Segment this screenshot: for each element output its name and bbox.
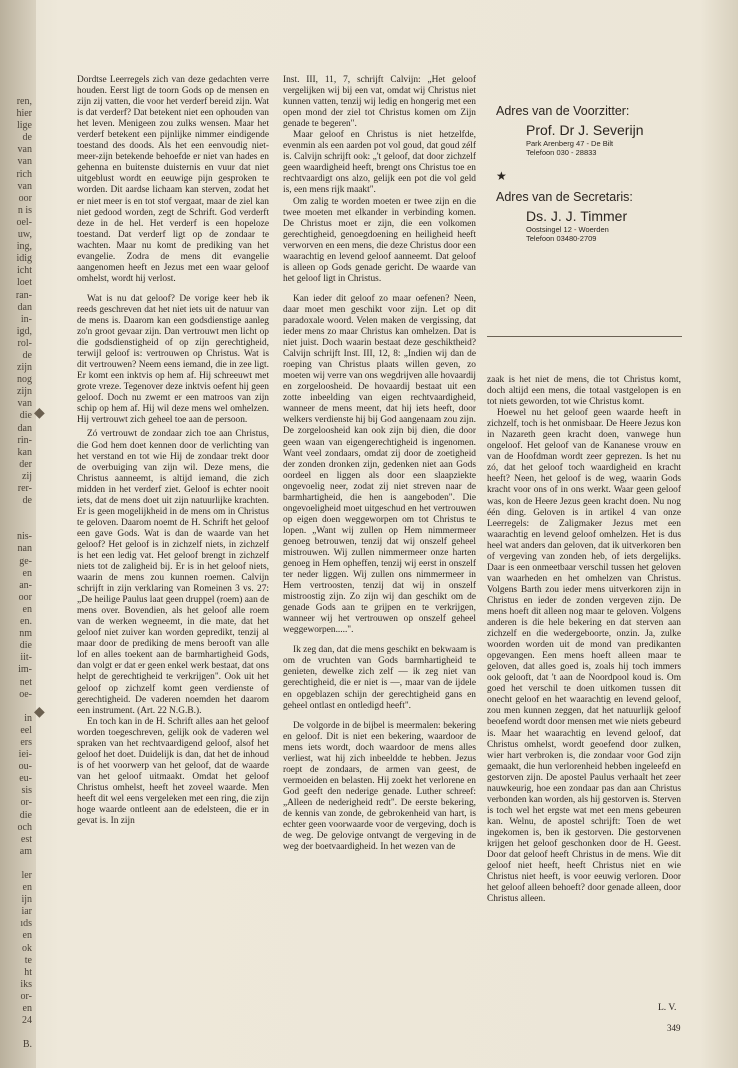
prev-page-fragment [0, 1027, 36, 1039]
prev-page-fragment: te [24, 954, 32, 966]
column-1 [77, 75, 269, 827]
page-number: 349 [667, 1023, 681, 1033]
prev-page-fragment: im- [18, 664, 32, 676]
prev-page-fragment: van [17, 156, 32, 168]
secretaris-name: Ds. J. J. Timmer [526, 208, 628, 224]
prev-page-fragment: die [19, 410, 32, 422]
prev-page-fragment [0, 507, 36, 519]
prev-page-fragment [0, 519, 36, 531]
prev-page-fragment: hier [16, 108, 32, 120]
prev-page-fragment: och [17, 821, 32, 833]
prev-page-fragment: icht [17, 265, 32, 277]
star-icon: ★ [496, 169, 507, 183]
prev-page-fragment: die [19, 809, 32, 821]
prev-page-fragment: net [19, 676, 32, 688]
prev-page-fragment: en. [20, 616, 32, 628]
prev-page-fragment: van [17, 180, 32, 192]
prev-page-fragment: oor [18, 591, 32, 603]
prev-page-fragment: ht [24, 966, 32, 978]
prev-page-fragment: nog [17, 374, 32, 386]
prev-page-fragment: van [17, 144, 32, 156]
paragraph: Inst. III, 11, 7, schrijft Calvijn: „Het geloof vergelijken wij bij een vat, omdat wij Christus niet kunnen vatten, tenzij wij ledig en hongerig met een open mond der ziel tot Christus komen om Zijn genade te begeren". [283, 75, 476, 130]
prev-page-fragment: en [22, 882, 32, 894]
prev-page-fragment: ren, [16, 96, 32, 107]
prev-page-fragment: eu- [19, 773, 32, 785]
prev-page-fragment: B. [22, 1039, 32, 1051]
prev-page-fragment: oe- [19, 688, 32, 700]
prev-page-fragment: ler [21, 870, 32, 881]
prev-page-fragment: in [24, 712, 32, 724]
prev-page-fragment: uw, [17, 229, 32, 241]
prev-page-fragment: iar [21, 906, 32, 918]
prev-page-fragment: iei- [18, 749, 32, 761]
prev-page-fragment: igd, [16, 325, 32, 337]
prev-page-fragment: nan [17, 543, 32, 555]
paragraph: Kan ieder dit geloof zo maar oefenen? Neen, daar moet men geschikt voor zijn. Let op dit paradoxale woord. Velen maken de vergissing, dat ieder mens zo maar Christus kan omhelzen. Dat is niet juist. Doch waarin bestaat deze geschiktheid? Calvijn schrijft Inst. III, 12, 8: „Indien wij dan de roeping van Christus plaats willen geven, zo moeten wij verre van ons wegdrijven alle hovaardij en zorgeloosheid. De hovaardij bestaat uit een zotte inbeelding van eigen rechtvaardigheid, wanneer de mens meent, dat hij iets heeft, door welkers verdienste hij bij God aangenaam zou zijn. De zorgeloosheid kan ook zijn bij dien, die door geen waan van eigengerechtigheid is ingenomen. Want veel zondaars, omdat zij door de zoetigheid der zonden dronken zijn, gedenken niet aan Gods oordeel en liggen als door een slaapziekte ongevoelig neer, zodat zij niet streven naar de barmhartigheid, die hen is aangeboden". Die ongevoeligheid moet uitgeschud en het vertrouwen op eigen doen weggeworpen om tot Christus te lopen. „Want wij zullen op Hem nimmermeer genoeg betrouwen, tenzij dat wij onszelf geheel mistrouwen. Wij zullen nimmermeer onze harten genoeg in Hem opheffen, tenzij wij eerst in onszelf ter neder liggen. Wij zullen ons nimmermeer in Hem vertroosten, tenzij dat wij in onszelf mistroostig zijn. Zo zijn wij dan geschikt om de genade Gods aan te grijpen en te verkrijgen, wanneer wij het vertrouwen op onszelf geheel weggeworpen.....". [283, 293, 476, 636]
secretaris-street: Oostsingel 12 - Woerden [526, 225, 609, 234]
prev-page-fragment: rer- [17, 483, 32, 494]
prev-page-fragment: ok [22, 942, 32, 954]
prev-page-fragment: lige [17, 120, 32, 132]
address-heading-voorzitter: Adres van de Voorzitter: [496, 104, 630, 118]
prev-page-fragment: kan [17, 446, 32, 458]
paragraph: Om zalig te worden moeten er twee zijn en die twee moeten met elkander in verbinding komen. De Christus moet er zijn, die een volkomen gerechtigheid, genoegdoening en heiligheid heeft verworven en een mens, die deze Christus door een waarachtig en levend geloof aanneemt. Dat geloof is alleen op Gods genade gericht. De waarde van het geloof ligt in Christus. [283, 196, 476, 284]
prev-page-fragment: ers [20, 736, 32, 748]
binding-hole-icon: ◆ [34, 406, 45, 421]
prev-page-fragment: zij [22, 470, 32, 482]
prev-page-fragment: iks [20, 978, 32, 990]
column-2 [283, 75, 476, 853]
prev-page-fragment: ou- [18, 761, 32, 773]
previous-page-fragments [0, 96, 36, 1051]
paragraph: Ik zeg dan, dat die mens geschikt en bekwaam is om de vruchten van Gods barmhartigheid te genieten, dewelke zich zelf — ik zeg niet van gerechtigheid, die er niet is —, maar van de ijdele en opgeblazen schijn der gerechtigheid gans en geheel ontlast en ontledigd heeft". [283, 645, 476, 711]
prev-page-fragment: de [22, 349, 32, 361]
prev-page-fragment: oel- [16, 216, 32, 228]
column-3 [487, 375, 681, 905]
paragraph: zaak is het niet de mens, die tot Christus komt, doch altijd een mens, die totaal vastgelopen is en tot niets geworden, tot wie Christus komt. [487, 375, 681, 408]
prev-page-fragment: en [22, 1003, 32, 1015]
prev-page-fragment: nis- [17, 531, 32, 543]
prev-page-fragment: n is [17, 204, 32, 216]
prev-page-fragment: zijn [17, 362, 32, 374]
prev-page-fragment: en [22, 567, 32, 579]
paragraph: En toch kan in de H. Schrift alles aan het geloof worden toegeschreven, gelijk ook de vaderen wel spraken van het rechtvaardigend geloof, alsof het geloof het doet. Duidelijk is dan, dat het de inhoud is of het voorwerp van het geloof, dat de waarde van het geloof uitmaakt. Omdat het geloof Christus omhelst, heeft het zoveel waarde. Men heeft dit wel eens vergeleken met een ring, die zijn hoge waarde ontleent aan de edelsteen, die er in gevat is. In zijn [77, 716, 269, 827]
prev-page-fragment: in- [20, 313, 32, 325]
prev-page-fragment [0, 858, 36, 870]
prev-page-fragment: loet [17, 277, 32, 289]
prev-page-fragment: dan [17, 422, 32, 434]
prev-page-fragment: or- [20, 990, 32, 1002]
prev-page-fragment: de [22, 495, 32, 507]
voorzitter-phone: Telefoon 030 - 28833 [526, 147, 597, 157]
voorzitter-street: Park Arenberg 47 - De Bilt [526, 139, 614, 148]
prev-page-fragment: de [22, 132, 32, 144]
prev-page-fragment: eel [20, 724, 32, 736]
prev-page-fragment: die [19, 640, 32, 652]
paragraph: Hoewel nu het geloof geen waarde heeft in zichzelf, toch is het onmisbaar. De Heere Jezus kon in Nazareth geen kracht doen, vanwege hun ongeloof. Het geloof van de Kananese vrouw en van de Hoofdman wordt zeer geprezen. Is het nu zó, dat het geloof toch waardigheid en kracht heeft? Neen, het geloof is de weg, waarin Gods kracht voor ons of in ons werkt. Waar geen geloof was, kon de Heere Jezus geen kracht doen. Nu nog één ding. Geloven is in artikel 4 van onze Leerregels: de Zaligmaker Jezus met een waarachtig en levend geloof omhelzen. Het is dus heel wat anders dan geloven, dat ik uitverkoren ben of vergeving van zonden heb, of iets dergelijks. Daar is een onmeetbaar verschil tussen het geloven van waarheden en het omhelzen van Christus. Volgens Barth zou ieder mens uitverkoren zijn in Christus en ieder de zonden vergeven zijn. De mens hoeft dit alleen nog maar te geloven. Volgens anderen is die hele bekering en dat sterven aan zichzelf en die wedergeboorte, onzin. Ja, zulke woorden worden uit de mond van predikanten opgevangen. Een mens hoeft alleen maar te geloven, dat alles goed is, zoals hij toch immers ook gelooft, dat 't aan de Noordpool koud is. Om goed het verschil te doen uitkomen tussen dit onecht geloof en het waarachtig en levend geloof, zou men kunnen zeggen, dat het natuurlijk geloof beoefend wordt door mensen met wie niets gebeurd is. Maar het waarachtig en levend geloof, dat Christus omhelst, wordt geoefend door zulken, wier hart verbroken is, die zondaar voor God zijn gemaakt, die hun verlorenheid hebben ingeleefd en gestorven zijn. De apostel Paulus verhaalt het zeer nauwkeurig, hoe een zondaar pas dan aan Christus verbonden kan worden, als hij gestorven is. Sterven is toch wel het ergste wat met een mens gebeuren kan. Welnu, de apostel schrijft: Toen de wet ingekomen is, ben ik gestorven. Die gestorvenen krijgen het geloof geschonken door de H. Geest. Door dat geloof heeft Christus in de mens. Wie dit geloof niet heeft, heeft Christus niet en wie Christus niet heeft, is voor eeuwig verloren. Door het geloof alleen behoeft? door genade alleen, door Christus alleen. [487, 408, 681, 905]
prev-page-fragment: ing, [16, 241, 32, 253]
prev-page-fragment: rol- [17, 337, 32, 349]
paragraph: De volgorde in de bijbel is meermalen: bekering en geloof. Dit is niet een bekering, waardoor de mens iets wordt, doch waardoor de mens alles verliest, wat hij zich inbeeldde te hebben. Jezus roept de zondaars, de armen van geest, de vermoeiden en belasten. Hij zoekt het verlorene en God geeft den nederige genade. Luther schreef: „Alleen de nederigheid redt". De eerste bekering, de kennis van zonde, de gebrokenheid van hart, is echter geen voorwaarde voor de vergeving, doch is de weg. De gelovige ontvangt de vergeving in de weg der boetvaardigheid. In het wezen van de [283, 720, 476, 853]
prev-page-fragment: 24 [22, 1015, 32, 1027]
prev-page-fragment: en [22, 930, 32, 942]
secretaris-phone: Telefoon 03480-2709 [526, 233, 597, 243]
prev-page-fragment: am [19, 845, 32, 857]
signature: L. V. [658, 1003, 677, 1013]
prev-page-fragment: ge- [19, 555, 32, 567]
prev-page-fragment: van [17, 398, 32, 410]
prev-page-fragment: rich [16, 168, 32, 180]
prev-page-fragment: or- [20, 797, 32, 809]
voorzitter-name: Prof. Dr J. Severijn [526, 122, 644, 138]
prev-page-fragment: ıds [20, 918, 32, 930]
paragraph: Zó vertrouwt de zondaar zich toe aan Christus, die God hem doet kennen door de verlichting van het verstand en tot wie Hij de zondaar trekt door de overbuiging van zijn wil. Deze mens, die Christus aanneemt, is altijd iemand, die zich midden in het verderf ziet. Geloof is echter nooit iets, dat de mens doet uit zijn natuurlijke krachten. Er is geen mogelijkheid in de mens om in Christus te geloven. Daarom noemt de H. Schrift het geloof een gave Gods. Wat is dan de waarde van het geloof? Het geloof is in zichzelf niets, in zichzelf is het een ledig vat. Het geloof brengt in zichzelf niets tot de zaligheid bij. Er is in het geloof niets, waarin de mens zou kunnen roemen. Calvijn schrijft in zijn verklaring van Romeinen 3 vs. 27: „De heilige Paulus laat geen druppel (roem) aan de mens over. Bovendien, als het geloof alle roem van de werken wegneemt, in die mate, dat het geloof niet zuiver kan worden gepredikt, tenzij al maar door de prediking de mens berooft van alle lof en alles toekent aan de barmhartigheid Gods, dan volgt er dat er geen enkel werk bestaat, dat ons helpt de gerechtigheid te verkrijgen". Ook uit het geloof op zichzelf komt geen verdienste of gerechtigheid. De vaderen noemden het daarom een instrument. (Art. 22 N.G.B.). [77, 429, 269, 716]
prev-page-fragment: zijn [17, 386, 32, 398]
prev-page-fragment: der [19, 458, 32, 470]
prev-page-fragment: idig [16, 253, 32, 265]
paragraph: Wat is nu dat geloof? De vorige keer heb ik reeds geschreven dat het niet iets uit de natuur van de mens is. Daarom kan een godsdienstige aanleg zo'n groot gevaar zijn. Dan vertrouwt men licht op die godsdienstigheid of op zijn gerechtigheid, terwijl geloof is: vertrouwen op Christus. Wat is dit vertrouwen? Neem eens iemand, die in zee ligt. Er komt een inktvis op hem af. Hij schreeuwt met grote vreze. Tegenover deze inktvis oefent hij geen geloof. Doch nu zwemt er een matroos van zijn schip op hem af. Hij wil deze mens wel omhelzen. Hij vertrouwt zich geheel toe aan de persoon. [77, 293, 269, 426]
prev-page-fragment: rin- [17, 434, 32, 446]
prev-page-fragment: nm [19, 628, 32, 640]
prev-page-fragment [0, 701, 36, 713]
prev-page-fragment: iit- [20, 652, 32, 664]
prev-page-fragment: oor [18, 192, 32, 204]
address-box [496, 104, 681, 243]
prev-page-fragment: an- [19, 579, 32, 591]
prev-page-fragment: en [22, 603, 32, 615]
prev-page-fragment: dan [17, 301, 32, 313]
address-heading-secretaris: Adres van de Secretaris: [496, 190, 633, 204]
paragraph: Maar geloof en Christus is niet hetzelfde, evenmin als een aarden pot vol goud, dat goud zélf is. Calvijn schrijft ook: „'t geloof, dat door zichzelf geen waardigheid heeft, brengt ons Christus toe en rechtvaardigt ons alzo, gelijk een pot die vol geld is, een mens rijk maakt". [283, 130, 476, 196]
divider [487, 336, 682, 337]
prev-page-fragment: ran- [15, 289, 32, 301]
prev-page-fragment: ijn [21, 894, 32, 906]
binding-hole-icon: ◆ [34, 705, 45, 720]
prev-page-fragment: sis [21, 785, 32, 797]
prev-page-fragment: est [20, 833, 32, 845]
paragraph: Dordtse Leerregels zich van deze gedachten verre houden. Eerst ligt de toorn Gods op de mensen en zijn zij vatten, die voor het verderf bereid zijn. Wat is dat verderf? Dat betekent niet een ophouden van het leven. Menigeen zou zulks wensen. Maar het verderf betekent een pijnlijke nimmer eindigende toestand des doods. Als het een eenvoudig niet-meer-zijn betekende behoefde er niet van hades en gehenna en buitenste duisternis en vuur dat niet uitgeblust wordt en eeuwige pijn gesproken te worden. Dit aardse lichaam kan sterven, zodat het er niet meer is en tot stof vergaat, maar de ziel kan niet gedood worden, zegt de Schrift. God verderft deze in de hel. Het verderf is een hopeloze toestand. Dat verderf ligt op de zondaar te wachten. Maar nu komt de prediking van het evangelie. Zodra de mens dit evangelie aangenomen heeft en Jezus met een waar geloof omhelst, wordt hij verlost. [77, 75, 269, 284]
